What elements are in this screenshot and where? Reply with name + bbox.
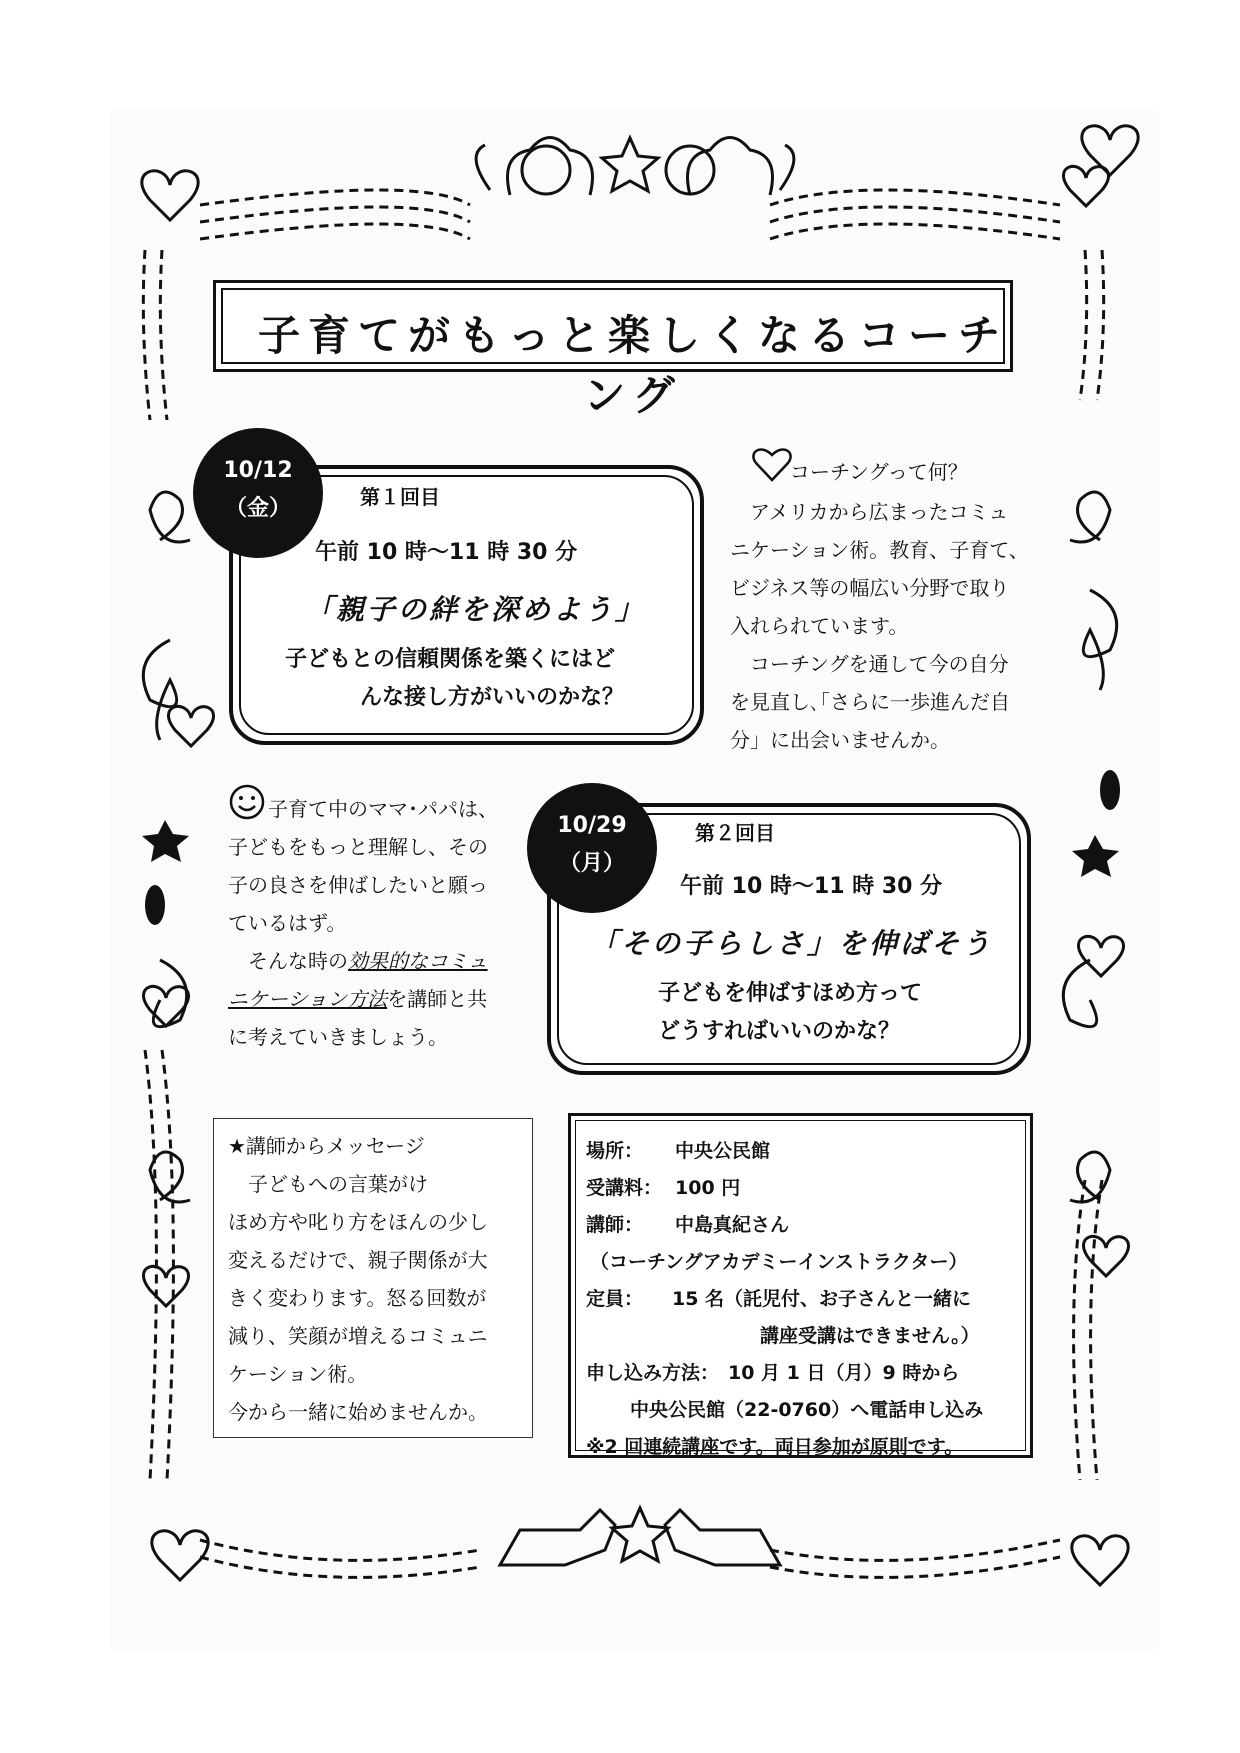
capacity-note: 講座受講はできません。）	[760, 1325, 980, 1347]
what-is-line-6: を見直し､｢さらに一歩進んだ自	[730, 690, 1010, 714]
session2-desc-1: 子どもを伸ばすほめ方って	[658, 981, 923, 1006]
message-heading: ★講師からメッセージ	[228, 1134, 425, 1158]
apply-detail: 中央公民館（22-0760）へ電話申し込み	[630, 1399, 984, 1421]
intro-line-4: ているはず。	[228, 911, 347, 935]
title-box	[213, 280, 1013, 420]
message-line-6: ケーション術。	[228, 1362, 368, 1386]
intro-line-5-prefix: そんな時の	[228, 949, 348, 973]
fee-label: 受講料：	[586, 1177, 663, 1199]
intro-line-2: 子どもをもっと理解し、その	[228, 835, 488, 859]
session2-date-badge	[527, 783, 657, 913]
session2-day: （月）	[558, 851, 625, 876]
session1-theme: 「親子の絆を深めよう」	[305, 593, 647, 626]
session1-desc-1: 子どもとの信頼関係を築くにはど	[285, 647, 616, 672]
intro-line-1: 子育て中のママ･パパは、	[268, 797, 498, 821]
session2-theme: 「その子らしさ」を伸ばそう	[590, 927, 994, 960]
what-is-line-7: 分」に出会いませんか。	[730, 728, 950, 752]
lecturer-label: 講師：	[586, 1214, 644, 1236]
intro-line-5	[228, 942, 488, 980]
lecturer-title: （コーチングアカデミーインストラクター）	[590, 1251, 968, 1273]
intro-line-7: に考えていきましょう。	[228, 1025, 448, 1049]
message-line-2: ほめ方や叱り方をほんの少し	[228, 1210, 488, 1234]
intro-line-5-underlined: 効果的なコミュ	[348, 949, 488, 973]
heart-icon	[752, 447, 792, 483]
message-line-4: きく変わります。怒る回数が	[228, 1286, 487, 1310]
lecturer-value: 中島真紀さん	[675, 1214, 790, 1236]
capacity-value: 15 名（託児付、お子さんと一緒に	[672, 1288, 972, 1310]
session1-count: 第１回目	[360, 485, 440, 509]
page-title: 子育てがもっと楽しくなるコーチング	[257, 311, 1008, 420]
what-is-line-5: コーチングを通して今の自分	[730, 652, 1009, 676]
fee-value: 100 円	[675, 1177, 741, 1199]
venue-value: 中央公民館	[675, 1140, 771, 1162]
session1-date: 10/12	[223, 458, 293, 483]
smiley-icon	[228, 783, 266, 821]
intro-line-6-underlined: ニケーション方法	[228, 987, 388, 1011]
series-note: ※2 回連続講座です。両日参加が原則です。	[586, 1436, 964, 1458]
what-is-line-3: ビジネス等の幅広い分野で取り	[730, 576, 1010, 600]
session2-date: 10/29	[557, 813, 627, 838]
message-line-7: 今から一緒に始めませんか。	[228, 1400, 488, 1424]
what-is-line-1: アメリカから広まったコミュ	[730, 500, 1009, 524]
what-is-line-2: ニケーション術。教育、子育て、	[730, 538, 1029, 562]
apply-value: 10 月 1 日（月）9 時から	[728, 1362, 960, 1384]
message-line-5: 減り、笑顔が増えるコミュニ	[228, 1324, 488, 1348]
what-is-line-4: 入れられています。	[730, 614, 909, 638]
venue-label: 場所：	[586, 1140, 644, 1162]
session1-desc-2: んな接し方がいいのかな？	[360, 685, 625, 710]
session1-day: （金）	[224, 496, 291, 521]
what-is-heading: コーチングって何？	[790, 460, 968, 484]
message-line-1: 子どもへの言葉がけ	[228, 1172, 428, 1196]
intro-line-3: 子の良さを伸ばしたいと願っ	[228, 873, 488, 897]
message-line-3: 変えるだけで、親子関係が大	[228, 1248, 488, 1272]
session2-time: 午前 10 時～11 時 30 分	[680, 874, 943, 899]
session2-desc-2: どうすればいいのかな？	[658, 1019, 901, 1044]
session2-count: 第２回目	[695, 821, 775, 845]
intro-line-6-suffix: を講師と共	[387, 987, 488, 1011]
session1-time: 午前 10 時～11 時 30 分	[315, 540, 578, 565]
session1-date-badge	[193, 428, 323, 558]
apply-label: 申し込み方法：	[586, 1362, 720, 1384]
intro-line-6	[228, 980, 487, 1018]
capacity-label: 定員：	[586, 1288, 644, 1310]
